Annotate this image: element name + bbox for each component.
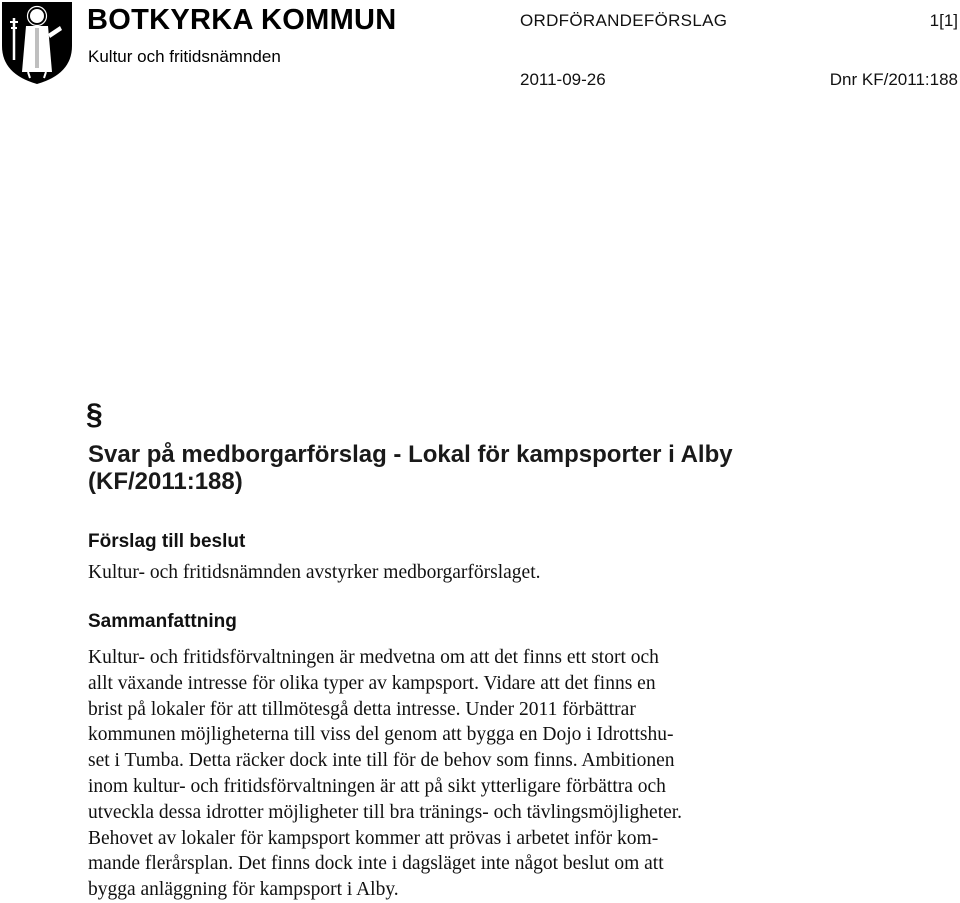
summary-line: kommunen möjligheterna till viss del genom att bygga en Dojo i Idrottshu-	[88, 724, 674, 746]
summary-line: allt växande intresse för olika typer av kampsport. Vidare att det finns en	[88, 672, 656, 694]
decision-text: Kultur- och fritidsnämnden avstyrker medborgarförslaget.	[88, 562, 541, 583]
document-date: 2011-09-26	[520, 70, 606, 89]
summary-line: utveckla dessa idrotter möjligheter till bra tränings- och tävlingsmöjligheter.	[88, 801, 683, 823]
section-mark: §	[86, 398, 103, 431]
document-title	[88, 441, 908, 495]
title-line: (KF/2011:188)	[88, 468, 243, 495]
coat-of-arms-icon	[0, 0, 74, 86]
title-line: Svar på medborgarförslag - Lokal för kampsporter i Alby	[88, 441, 733, 468]
decision-heading: Förslag till beslut	[88, 531, 246, 552]
summary-line: mande flerårsplan. Det finns dock inte i dagsläget inte något beslut om att	[88, 853, 664, 875]
page-number: 1[1]	[929, 11, 958, 30]
summary-line: Behovet av lokaler för kampsport kommer att prövas i arbetet inför kom-	[88, 827, 659, 849]
organization-name: BOTKYRKA KOMMUN	[87, 4, 397, 36]
summary-body	[88, 645, 948, 903]
summary-heading: Sammanfattning	[88, 611, 237, 632]
organization-unit: Kultur och fritidsnämnden	[88, 47, 281, 66]
summary-line: Kultur- och fritidsförvaltningen är medvetna om att det finns ett stort och	[88, 647, 659, 668]
document-reference: Dnr KF/2011:188	[829, 70, 958, 89]
document-type: ORDFÖRANDEFÖRSLAG	[520, 11, 728, 30]
summary-line: inom kultur- och fritidsförvaltningen är att på sikt ytterligare förbättra och	[88, 775, 666, 797]
summary-line: bygga anläggning för kampsport i Alby.	[88, 879, 399, 901]
summary-line: brist på lokaler för att tillmötesgå detta intresse. Under 2011 förbättrar	[88, 698, 636, 720]
summary-line: set i Tumba. Detta räcker dock inte till för de behov som finns. Ambitionen	[88, 750, 675, 772]
